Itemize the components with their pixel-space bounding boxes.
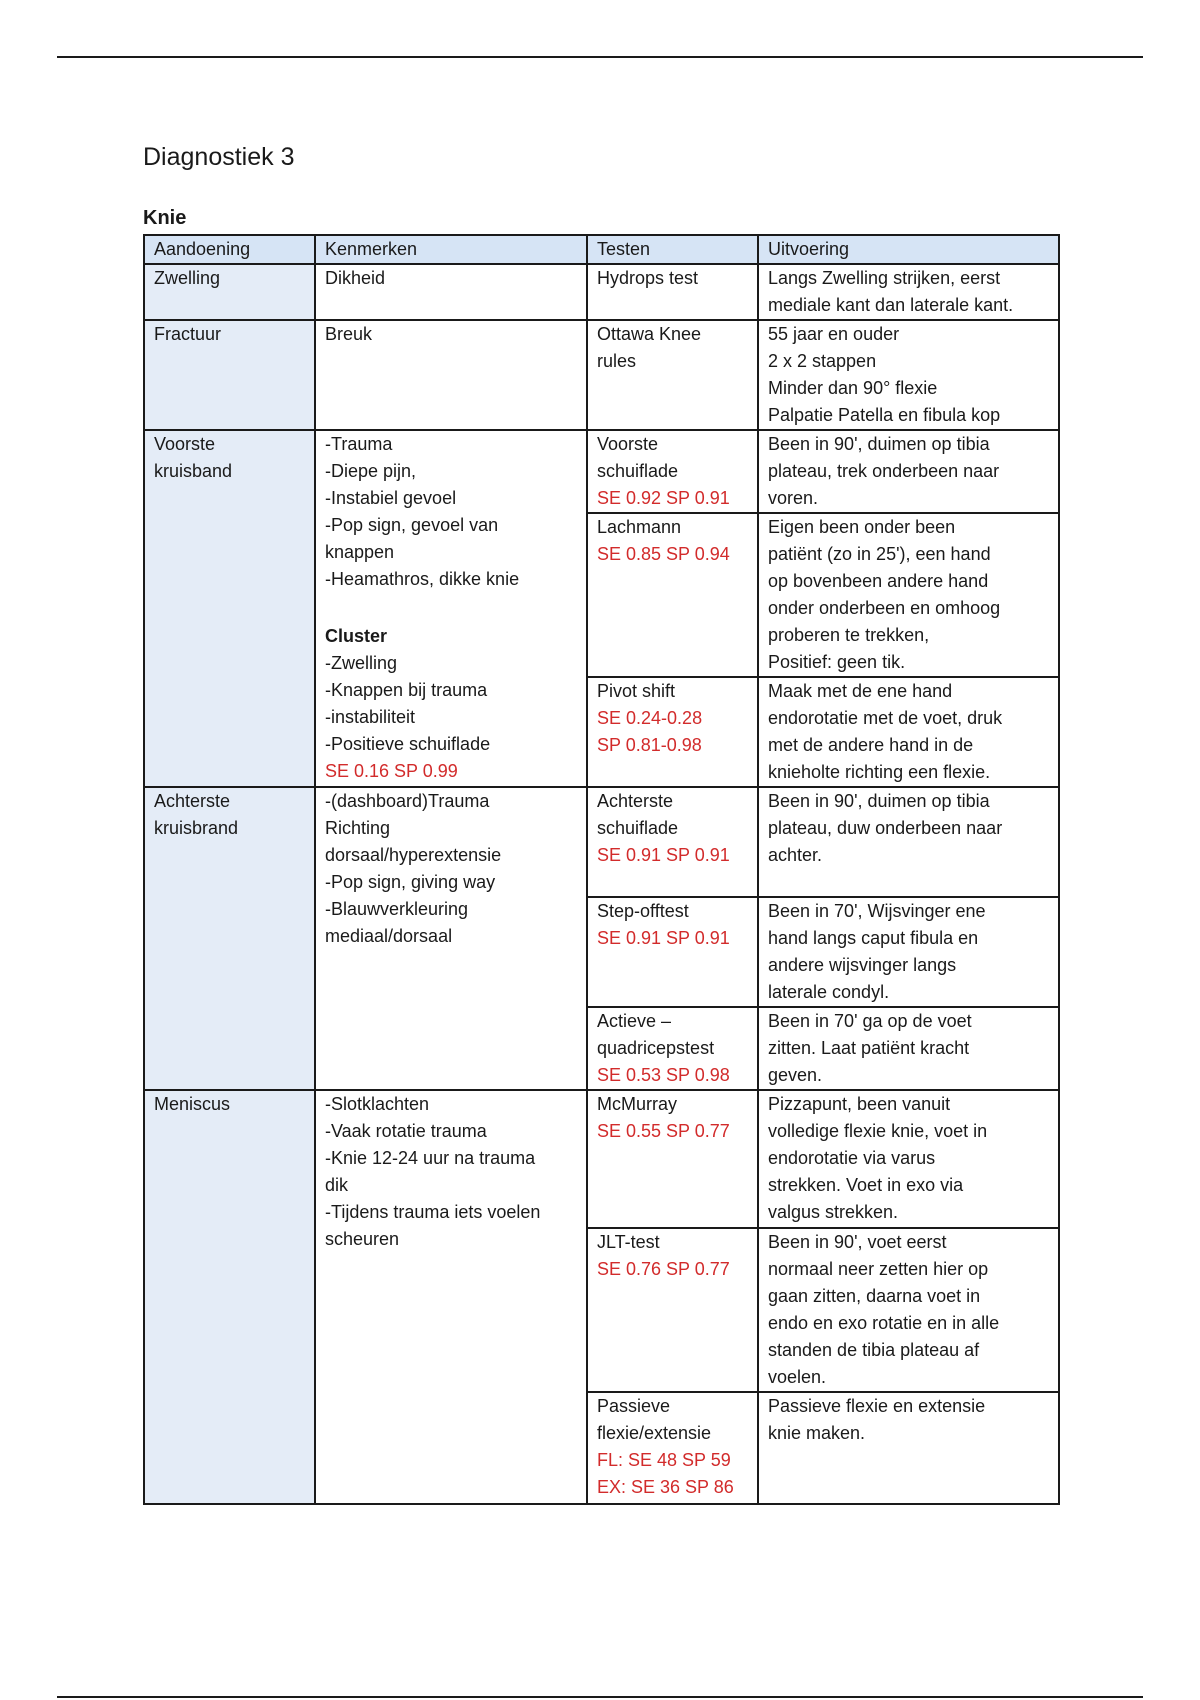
uitvoering-cell	[758, 1007, 1059, 1090]
test-name: McMurray	[597, 1094, 677, 1114]
aandoening-cell	[144, 264, 315, 320]
kenmerk-line: -Heamathros, dikke knie	[325, 569, 520, 589]
test-cell	[587, 677, 758, 787]
table-row	[144, 1090, 1059, 1228]
test-name: Lachmann	[597, 517, 682, 537]
uitvoering-line: endorotatie via varus	[768, 1148, 936, 1168]
section-title-knie: Knie	[143, 207, 187, 229]
aandoening-cell	[144, 787, 315, 1090]
uitvoering-line: normaal neer zetten hier op	[768, 1259, 989, 1279]
test-stats: SE 0.53 SP 0.98	[597, 1065, 730, 1085]
kenmerk-line: -Slotklachten	[325, 1094, 430, 1114]
aandoening-label: Voorste	[154, 434, 216, 454]
uitvoering-line: voren.	[768, 488, 819, 508]
test-stats: SE 0.55 SP 0.77	[597, 1121, 730, 1141]
test-name: Step-offtest	[597, 901, 689, 921]
header-aandoening: Aandoening	[144, 235, 315, 264]
header-testen: Testen	[587, 235, 758, 264]
cluster-line: -Knappen bij trauma	[325, 680, 488, 700]
aandoening-cell	[144, 430, 315, 787]
cluster-stats: SE 0.16 SP 0.99	[325, 761, 458, 781]
test-cell	[587, 320, 758, 430]
test-cell	[587, 787, 758, 897]
test-stats: SE 0.92 SP 0.91	[597, 488, 730, 508]
kenmerk-line: -Instabiel gevoel	[325, 488, 457, 508]
test-stats: SE 0.76 SP 0.77	[597, 1259, 730, 1279]
uitvoering-cell	[758, 430, 1059, 513]
kenmerk-line: -Pop sign, gevoel van	[325, 515, 499, 535]
aandoening-label: kruisbrand	[154, 818, 239, 838]
header-uitvoering: Uitvoering	[758, 235, 1059, 264]
uitvoering-line: Maak met de ene hand	[768, 681, 953, 701]
uitvoering-line: valgus strekken.	[768, 1202, 899, 1222]
uitvoering-line: volledige flexie knie, voet in	[768, 1121, 988, 1141]
uitvoering-cell	[758, 787, 1059, 897]
uitvoering-line: Been in 70' ga op de voet	[768, 1011, 972, 1031]
uitvoering-line: 2 x 2 stappen	[768, 351, 877, 371]
uitvoering-line: plateau, duw onderbeen naar	[768, 818, 1003, 838]
test-cell	[587, 1090, 758, 1228]
aandoening-cell	[144, 320, 315, 430]
knie-table	[143, 234, 1060, 1505]
uitvoering-line: gaan zitten, daarna voet in	[768, 1286, 981, 1306]
kenmerk-line: Richting	[325, 818, 391, 838]
test-name: schuiflade	[597, 461, 679, 481]
test-name: flexie/extensie	[597, 1423, 712, 1443]
document-title: Diagnostiek 3	[143, 143, 295, 171]
uitvoering-line: mediale kant dan laterale kant.	[768, 295, 1014, 315]
uitvoering-line: Been in 70', Wijsvinger ene	[768, 901, 986, 921]
test-name: Ottawa Knee	[597, 324, 702, 344]
uitvoering-line: zitten. Laat patiënt kracht	[768, 1038, 970, 1058]
footer-rule	[57, 1696, 1143, 1698]
test-name: quadricepstest	[597, 1038, 715, 1058]
uitvoering-line: Pizzapunt, been vanuit	[768, 1094, 951, 1114]
uitvoering-line: Been in 90', duimen op tibia	[768, 791, 990, 811]
uitvoering-line: laterale condyl.	[768, 982, 890, 1002]
uitvoering-line: onder onderbeen en omhoog	[768, 598, 1001, 618]
aandoening-cell	[144, 1090, 315, 1504]
uitvoering-line: Minder dan 90° flexie	[768, 378, 938, 398]
test-stats: SE 0.91 SP 0.91	[597, 928, 730, 948]
test-cell	[587, 513, 758, 677]
uitvoering-line: Positief: geen tik.	[768, 652, 906, 672]
uitvoering-line: 55 jaar en ouder	[768, 324, 900, 344]
uitvoering-cell	[758, 897, 1059, 1007]
test-name: Pivot shift	[597, 681, 676, 701]
uitvoering-line: voelen.	[768, 1367, 827, 1387]
test-name: JLT-test	[597, 1232, 660, 1252]
aandoening-label: Fractuur	[154, 324, 222, 344]
table-header-row	[144, 235, 1059, 264]
test-name: Passieve	[597, 1396, 671, 1416]
uitvoering-line: Langs Zwelling strijken, eerst	[768, 268, 1001, 288]
test-name: Voorste	[597, 434, 659, 454]
table-row	[144, 264, 1059, 320]
header-kenmerken: Kenmerken	[315, 235, 587, 264]
table-row	[144, 430, 1059, 513]
uitvoering-cell	[758, 1090, 1059, 1228]
test-stats: SE 0.24-0.28	[597, 708, 703, 728]
uitvoering-line: endorotatie met de voet, druk	[768, 708, 1003, 728]
kenmerken-cell	[315, 787, 587, 1090]
cluster-title: Cluster	[325, 626, 388, 646]
kenmerk-line: knappen	[325, 542, 395, 562]
kenmerk-line: -Knie 12-24 uur na trauma	[325, 1148, 536, 1168]
uitvoering-line: endo en exo rotatie en in alle	[768, 1313, 1000, 1333]
uitvoering-line: proberen te trekken,	[768, 625, 930, 645]
test-name: Actieve –	[597, 1011, 672, 1031]
test-cell	[587, 430, 758, 513]
uitvoering-line: andere wijsvinger langs	[768, 955, 957, 975]
table-row	[144, 787, 1059, 897]
kenmerk-line: dik	[325, 1175, 349, 1195]
kenmerk-line: -Vaak rotatie trauma	[325, 1121, 487, 1141]
test-cell	[587, 1228, 758, 1392]
uitvoering-line: plateau, trek onderbeen naar	[768, 461, 1000, 481]
test-cell	[587, 897, 758, 1007]
test-name: Achterste	[597, 791, 674, 811]
uitvoering-line: Been in 90', voet eerst	[768, 1232, 947, 1252]
test-name: schuiflade	[597, 818, 679, 838]
uitvoering-cell	[758, 320, 1059, 430]
uitvoering-line: Been in 90', duimen op tibia	[768, 434, 990, 454]
uitvoering-cell	[758, 677, 1059, 787]
cluster-line: -Positieve schuiflade	[325, 734, 491, 754]
cluster-line: -Zwelling	[325, 653, 398, 673]
uitvoering-line: standen de tibia plateau af	[768, 1340, 980, 1360]
test-cell	[587, 264, 758, 320]
kenmerk-line: -(dashboard)Trauma	[325, 791, 490, 811]
aandoening-label: Zwelling	[154, 268, 221, 288]
kenmerk-line: Dikheid	[325, 268, 386, 288]
kenmerk-line: dorsaal/hyperextensie	[325, 845, 502, 865]
test-stats: EX: SE 36 SP 86	[597, 1477, 734, 1497]
kenmerk-line: -Tijdens trauma iets voelen	[325, 1202, 541, 1222]
kenmerk-line: -Diepe pijn,	[325, 461, 417, 481]
test-cell	[587, 1392, 758, 1504]
kenmerken-cell	[315, 320, 587, 430]
uitvoering-line: Passieve flexie en extensie	[768, 1396, 986, 1416]
kenmerken-cell	[315, 1090, 587, 1504]
uitvoering-line: patiënt (zo in 25'), een hand	[768, 544, 991, 564]
uitvoering-line: strekken. Voet in exo via	[768, 1175, 964, 1195]
kenmerk-line: mediaal/dorsaal	[325, 926, 453, 946]
kenmerk-line: Breuk	[325, 324, 373, 344]
uitvoering-line: met de andere hand in de	[768, 735, 974, 755]
uitvoering-cell	[758, 1228, 1059, 1392]
test-stats: SE 0.91 SP 0.91	[597, 845, 730, 865]
uitvoering-line: op bovenbeen andere hand	[768, 571, 989, 591]
test-name: rules	[597, 351, 637, 371]
test-name: Hydrops test	[597, 268, 699, 288]
uitvoering-line: knieholte richting een flexie.	[768, 762, 991, 782]
header-rule	[57, 56, 1143, 58]
test-stats: SP 0.81-0.98	[597, 735, 702, 755]
uitvoering-cell	[758, 264, 1059, 320]
aandoening-label: kruisband	[154, 461, 233, 481]
aandoening-label: Achterste	[154, 791, 231, 811]
table-row	[144, 320, 1059, 430]
kenmerk-line: -Trauma	[325, 434, 393, 454]
kenmerken-cell	[315, 430, 587, 787]
uitvoering-line: Eigen been onder been	[768, 517, 956, 537]
cluster-line: -instabiliteit	[325, 707, 416, 727]
kenmerk-line: -Pop sign, giving way	[325, 872, 496, 892]
kenmerk-line: -Blauwverkleuring	[325, 899, 469, 919]
uitvoering-cell	[758, 1392, 1059, 1504]
uitvoering-line: achter.	[768, 845, 823, 865]
aandoening-label: Meniscus	[154, 1094, 231, 1114]
test-stats: SE 0.85 SP 0.94	[597, 544, 730, 564]
test-cell	[587, 1007, 758, 1090]
uitvoering-line: Palpatie Patella en fibula kop	[768, 405, 1001, 425]
uitvoering-cell	[758, 513, 1059, 677]
uitvoering-line: hand langs caput fibula en	[768, 928, 979, 948]
kenmerk-line: scheuren	[325, 1229, 400, 1249]
test-stats: FL: SE 48 SP 59	[597, 1450, 731, 1470]
uitvoering-line: knie maken.	[768, 1423, 866, 1443]
uitvoering-line: geven.	[768, 1065, 823, 1085]
spacer	[325, 593, 578, 623]
kenmerken-cell	[315, 264, 587, 320]
